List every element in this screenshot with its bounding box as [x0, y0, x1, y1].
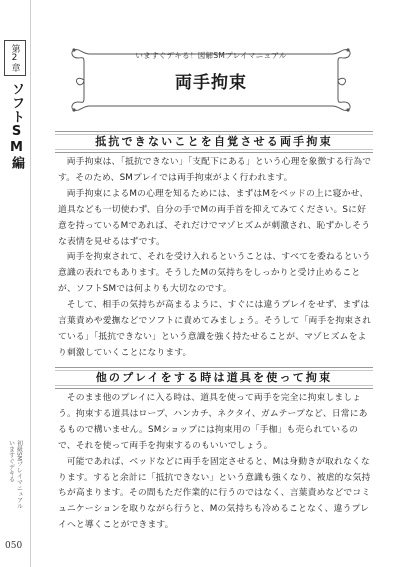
chapter-title: ソフトSM編	[9, 82, 24, 170]
section-heading-1: 抵抗できないことを自覚させる両手拘束	[55, 131, 373, 153]
paragraph: そして、相手の気持ちが高まるように、すぐには違うプレイをせず、まずは言葉責めや愛撫などでソフトに責めてみましょう。そうして「両手を拘束されている」「抵抗できない」という意識を強く持たせることが、マゾヒズムをより刺激していくことになります。	[58, 300, 372, 358]
section-body-1	[58, 155, 374, 362]
series-kicker: いますぐデキる！図解SMプレイマニュアル	[135, 51, 287, 60]
page-title: 両手拘束	[175, 73, 247, 93]
paragraph: 両手拘束は、「抵抗できない」「支配下にある」という心理を象徴する行為です。そのため、SMプレイでは両手拘束がよく行われます。	[58, 157, 372, 183]
paragraph: そのまま他のプレイに入る時は、道具を使って両手を完全に拘束しましょう。拘束する道具はロープ、ハンカチ、ネクタイ、ガムテープなど、日常にあるもので構いません。SMショップには拘束用の「手枷」も売られているので、それを使って両手を拘束するのもいいでしょう。	[58, 393, 368, 451]
series-line-2: 初級SMプレイマニュアル	[15, 440, 23, 509]
section-heading-2: 他のプレイをする時は道具を使って拘束	[55, 367, 373, 389]
chapter-label-box	[4, 40, 26, 76]
paragraph: 両手拘束によるMの心理を知るためには、まずはMをベッドの上に寝かせ、道具なども一切使わず、自分の手でMの両手首を抑えてみてください。Sに好意を持っているMであれば、それだけでマゾヒズムが刺激され、恥ずかしそうな表情を見せるはずです。	[58, 188, 371, 247]
paragraph: 両手を拘束されて、それを受け入れるということは、すべてを委ねるという意識の表れでもあります。そうしたMの気持ちをしっかりと受け止めることが、ソフトSMでは何よりも大切なのです。	[58, 252, 371, 295]
section-body-2	[58, 391, 374, 534]
paragraph: 可能であれば、ベッドなどに両手を固定させると、Mは身動きが取れなくなります。すると余計に「抵抗できない」という意識も強くなり、被虐的な気持ちが高まります。その間もただ作業的に行うのではなく、言葉責めなどでコミュニケーションを取りながら行うと、Mの気持ちも冷めることなく、違うプレイへと導くことができます。	[58, 456, 371, 531]
chapter-label: 第2章	[9, 44, 20, 72]
title-frame	[70, 40, 352, 120]
series-line-1: いますぐデキる	[7, 440, 15, 482]
chapter-sidebar	[0, 0, 31, 567]
series-title	[4, 440, 26, 509]
page-number: 050	[5, 541, 23, 551]
